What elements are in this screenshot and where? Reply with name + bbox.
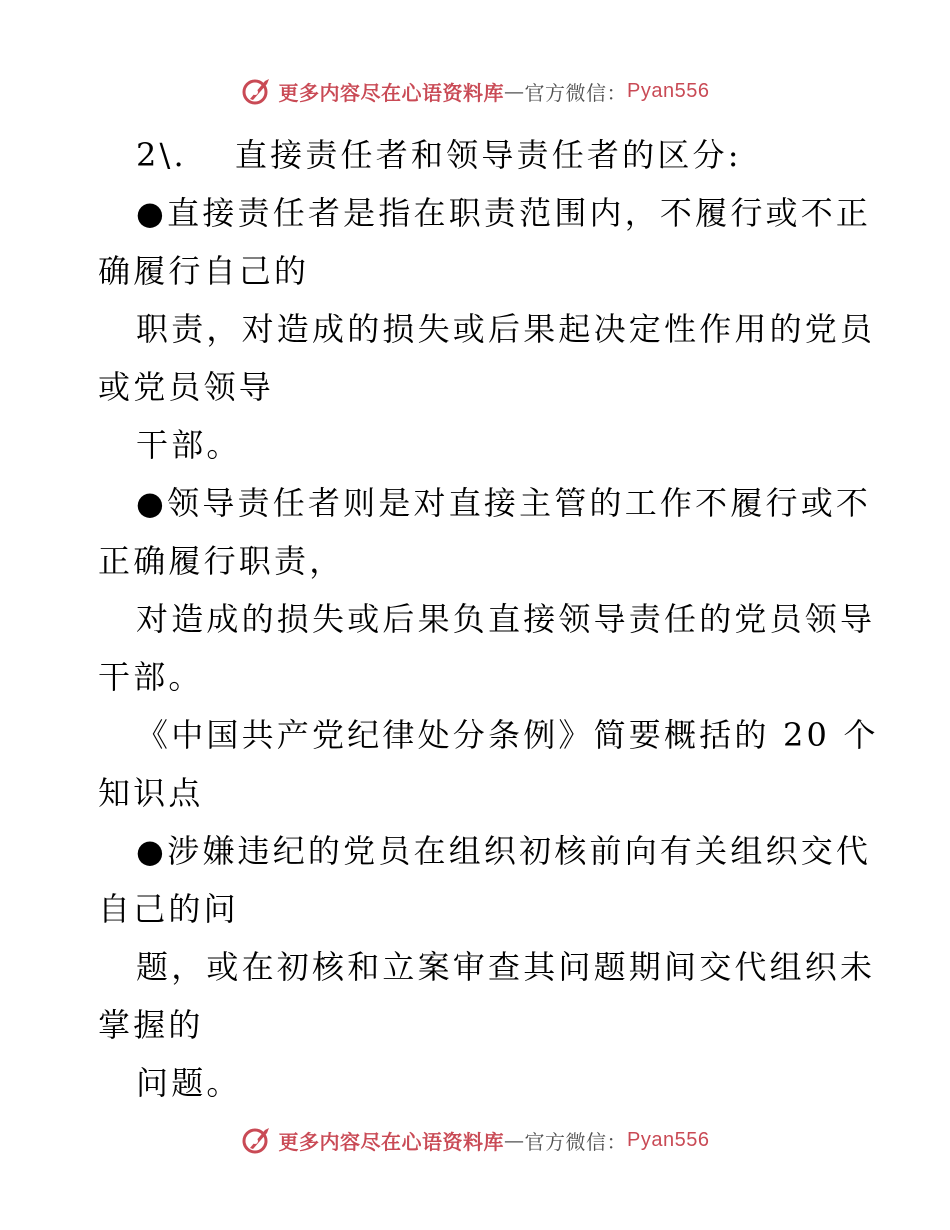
heading-number: 2\.	[136, 136, 187, 174]
heading-text: 直接责任者和领导责任者的区分:	[234, 136, 742, 174]
paragraph-line: 正确履行职责，	[98, 542, 345, 580]
paragraph-line: 知识点	[98, 774, 204, 812]
watermark-wechat-id: Pyan556	[627, 1128, 710, 1151]
paragraph-line: ●直接责任者是指在职责范围内，不履行或不正	[136, 194, 872, 232]
paragraph-line: ●领导责任者则是对直接主管的工作不履行或不	[136, 484, 872, 522]
watermark-banner-top	[0, 71, 950, 111]
paragraph-line: 问题。	[136, 1064, 242, 1102]
document-body	[98, 126, 879, 1112]
watermark-dash: —	[504, 1128, 525, 1152]
paragraph-line: 职责，对造成的损失或后果起决定性作用的党员	[136, 310, 876, 348]
paragraph-line: 自己的问	[98, 890, 239, 928]
paragraph-line: 干部。	[136, 426, 242, 464]
paragraph-line: 掌握的	[98, 1006, 204, 1044]
paragraph-line: 《中国共产党纪律处分条例》简要概括的 20 个	[136, 716, 879, 754]
paragraph-line: 题，或在初核和立案审查其问题期间交代组织未	[136, 948, 876, 986]
watermark-dash: —	[504, 79, 525, 103]
watermark-main-text: 更多内容尽在心语资料库	[278, 1129, 505, 1154]
quill-circle-icon	[241, 1124, 273, 1156]
paragraph-line: 或党员领导	[98, 368, 275, 406]
watermark-wechat-label: 官方微信：	[524, 1129, 628, 1154]
paragraph-line: ●涉嫌违纪的党员在组织初核前向有关组织交代	[136, 832, 872, 870]
section-heading	[98, 126, 858, 184]
watermark-main-text: 更多内容尽在心语资料库	[278, 80, 505, 105]
watermark-wechat-label: 官方微信：	[524, 80, 628, 105]
paragraph-line: 干部。	[98, 658, 204, 696]
quill-circle-icon	[241, 75, 273, 107]
watermark-banner-bottom	[0, 1120, 950, 1160]
paragraph-line: 确履行自己的	[98, 252, 310, 290]
watermark-wechat-id: Pyan556	[627, 79, 710, 102]
paragraph-line: 对造成的损失或后果负直接领导责任的党员领导	[136, 600, 876, 638]
